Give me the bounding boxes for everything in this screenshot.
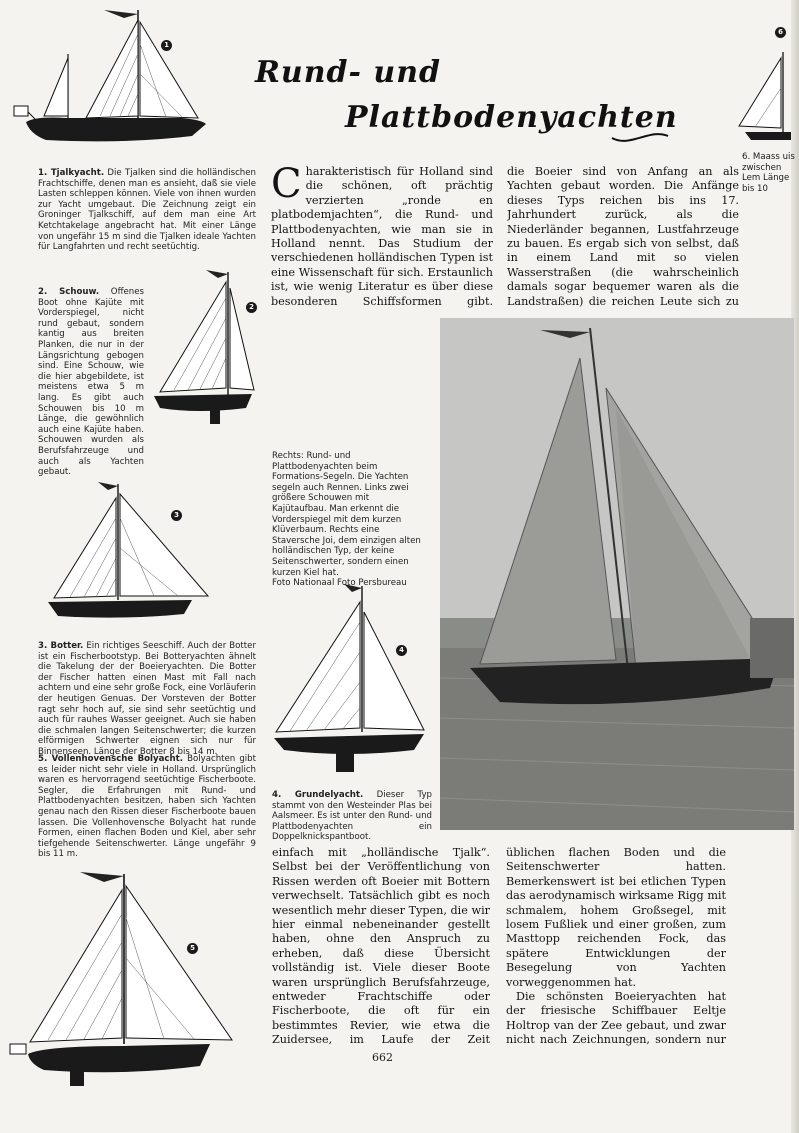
body-column-2-text: die Boeier sind von Anfang an als Yachten gebaut worden. Die Anfänge dieses Typs reichen bis ins 17. Jahrhundert zurück, als die Niederländer begannen, Lustfahrzeuge zu bauen. Es ergab sich von selbst, daß in einem Land mit so vielen Wasserstraßen (die wahrscheinlich damals sogar bequemer waren als die Landstraßen) die reichen Leute sich zu: [507, 165, 739, 308]
body-column-1-text: harakteristisch für Holland sind die schönen, oft prächtig verzierten „ronde en platbodemjachten“, die Rund- und Plattbodenyachten, wie man sie in Holland nennt. Das Studium der verschiedenen holländischen Typen ist eine Wissenschaft für sich. Erstaunlich ist, wie wenig Literatur es über diese besonderen Schiffsformen gibt.: [271, 165, 493, 308]
photo-credit: Foto Nationaal Foto Persbureau: [272, 578, 407, 589]
caption-3-lead: 3. Botter.: [38, 641, 84, 651]
caption-2-text: Offenes Boot ohne Kajüte mit Vorderspiegel, nicht rund gebaut, sondern kantig aus breiten Planken, die nur in der Längsrichtung gebogen sind. Eine Schouw, wie die hier abgebildete, ist meistens etwa 5 m lang. Es gibt auch Schouwen bis 10 m Länge, die gewöhnlich auch eine Kajüte haben. Schouwen wurden als Berufsfahrzeuge und auch als Yachten gebaut.: [38, 287, 144, 478]
body-column-4-text-a: üblichen flachen Boden und die Seitenschwerter hatten. Bemerkenswert ist bei etlichen Typen das aerodynamisch wirksame Rigg mit schmalem, hohem Großsegel, mit losem Fußliek und einer großen, zum Masttopp reichenden Fock, das spätere Entwicklungen der Besegelung von Yachten vorweggenommen hat.: [506, 846, 726, 989]
drop-cap: C: [271, 165, 302, 207]
caption-3: [38, 641, 256, 758]
boat-drawing-schouw: [148, 268, 258, 436]
caption-1-lead: 1. Tjalkyacht.: [38, 168, 105, 178]
caption-2: [38, 287, 144, 478]
caption-4-lead: 4. Grundelyacht.: [272, 790, 364, 800]
body-column-4-text-b: Die schönsten Boeieryachten hat der friesische Schiffbauer Eeltje Holtrop van der Zee gebaut, und zwar nicht nach Zeichnungen, sondern nur: [506, 990, 726, 1047]
title-line-2: Plattbodenyachten: [345, 100, 678, 135]
boat-drawing-partial: [735, 48, 791, 144]
caption-5-lead: 5. Vollenhovensche Bolyacht.: [38, 754, 183, 764]
caption-3-text: Ein richtiges Seeschiff. Auch der Botter ist ein Fischerbootstyp. Bei Botteryachten ähnelt die Takelung der der Boeieryachten. Die Botter der Fischer hatten einen Mast mit Fall nach achtern und eine sehr große Fock, eine Vorläuferin der heutigen Genuas. Der Vorsteven der Botter ragt sehr hoch auf, sie sind sehr seetüchtig und auch für rauhes Wasser geeignet. Auch sie haben die schmalen langen Seitenschwerter; die kurzen elförmigen Schwerter eignen sich nur für Binnenseen. Länge der Botter 8 bis 14 m.: [38, 641, 256, 757]
marker-1: 1: [161, 40, 172, 51]
caption-2-lead: 2. Schouw.: [38, 287, 100, 297]
photo-yachts-sailing: [440, 318, 794, 830]
caption-1: [38, 168, 256, 253]
boat-drawing-tjalk: [6, 4, 211, 150]
photo-caption: [272, 451, 422, 589]
caption-4: [272, 790, 432, 843]
boat-drawing-grundelyacht: [266, 582, 432, 782]
title-line-1: Rund- und: [255, 55, 442, 90]
photo-illustration: [440, 318, 794, 830]
caption-5: [38, 754, 256, 860]
body-column-4: [506, 846, 726, 1048]
caption-1-text: Die Tjalken sind die holländischen Frachtschiffe, denen man es ansieht, daß sie viele Lasten schleppen können. Viele von ihnen wurden zur Yacht umgebaut. Die Zeichnung zeigt ein Groninger Tjalkschiff, auf dem man eine Art Ketchtakelage angebracht hat. Mit einer Länge von ungefähr 15 m sind die Tjalken ideale Yachten für Langfahrten und recht seetüchtig.: [38, 168, 256, 253]
boat-drawing-botter: [44, 478, 214, 628]
marker-3: 3: [171, 510, 182, 521]
body-column-3: [272, 846, 490, 1048]
caption-5-text: Bolyachten gibt es leider nicht sehr viele in Holland. Ursprünglich waren es hervorragend seetüchtige Fischerboote. Segler, die Erfahrungen mit Rund- und Plattbodenyachten besitzen, haben sich Yachten genau nach den Rissen dieser Fischerboote bauen lassen. Die Vollenhovensche Bolyacht hat runde Formen, einen flachen Boden und Kiel, aber sehr tiefgehende Seitenschwerter. Länge ungefähr 9 bis 11 m.: [38, 754, 256, 860]
marker-4: 4: [396, 645, 407, 656]
title-flourish: [610, 128, 670, 148]
caption-6-truncated: [742, 152, 798, 194]
page-number: 662: [372, 1051, 393, 1064]
boat-drawing-bolyacht: [4, 868, 240, 1094]
body-column-1: [271, 165, 493, 310]
caption-6-text: 6. Maass uis zwischen Lem Länge bis 10: [742, 152, 795, 194]
body-column-2: [507, 165, 739, 310]
marker-6: 6: [775, 27, 786, 38]
marker-2: 2: [246, 302, 257, 313]
caption-4-text: Dieser Typ stammt von den Westeinder Plas bei Aalsmeer. Es ist unter den Rund- und Plattbodenyachten ein Doppelknickspantboot.: [272, 790, 432, 843]
marker-5: 5: [187, 943, 198, 954]
body-column-3-text: einfach mit „holländische Tjalk“. Selbst bei der Veröffentlichung von Rissen werden oft Boeier mit Bottern verwechselt. Tatsächlich gibt es noch wesentlich mehr dieser Typen, die wir hier einmal nebeneinander gestellt haben, ohne den Anspruch zu erheben, daß diese Übersicht vollständig ist. Viele dieser Boote waren ursprünglich Berufsfahrzeuge, entweder Frachtschiffe oder Fischerboote, die oft für ein bestimmtes Revier, wie etwa die Zuidersee, im Laufe der Zeit: [272, 846, 490, 1047]
photo-caption-text: Rechts: Rund- und Plattbodenyachten beim Formations-Segeln. Die Yachten segeln auch Rennen. Links zwei größere Schouwen mit Kajütaufbau. Man erkennt die Vorderspiegel mit dem kurzen Klüverbaum. Rechts eine Staversche Joi, dem einzigen alten holländischen Typ, der keine Seitenschwerter, sondern einen kurzen Kiel hat.: [272, 451, 421, 578]
